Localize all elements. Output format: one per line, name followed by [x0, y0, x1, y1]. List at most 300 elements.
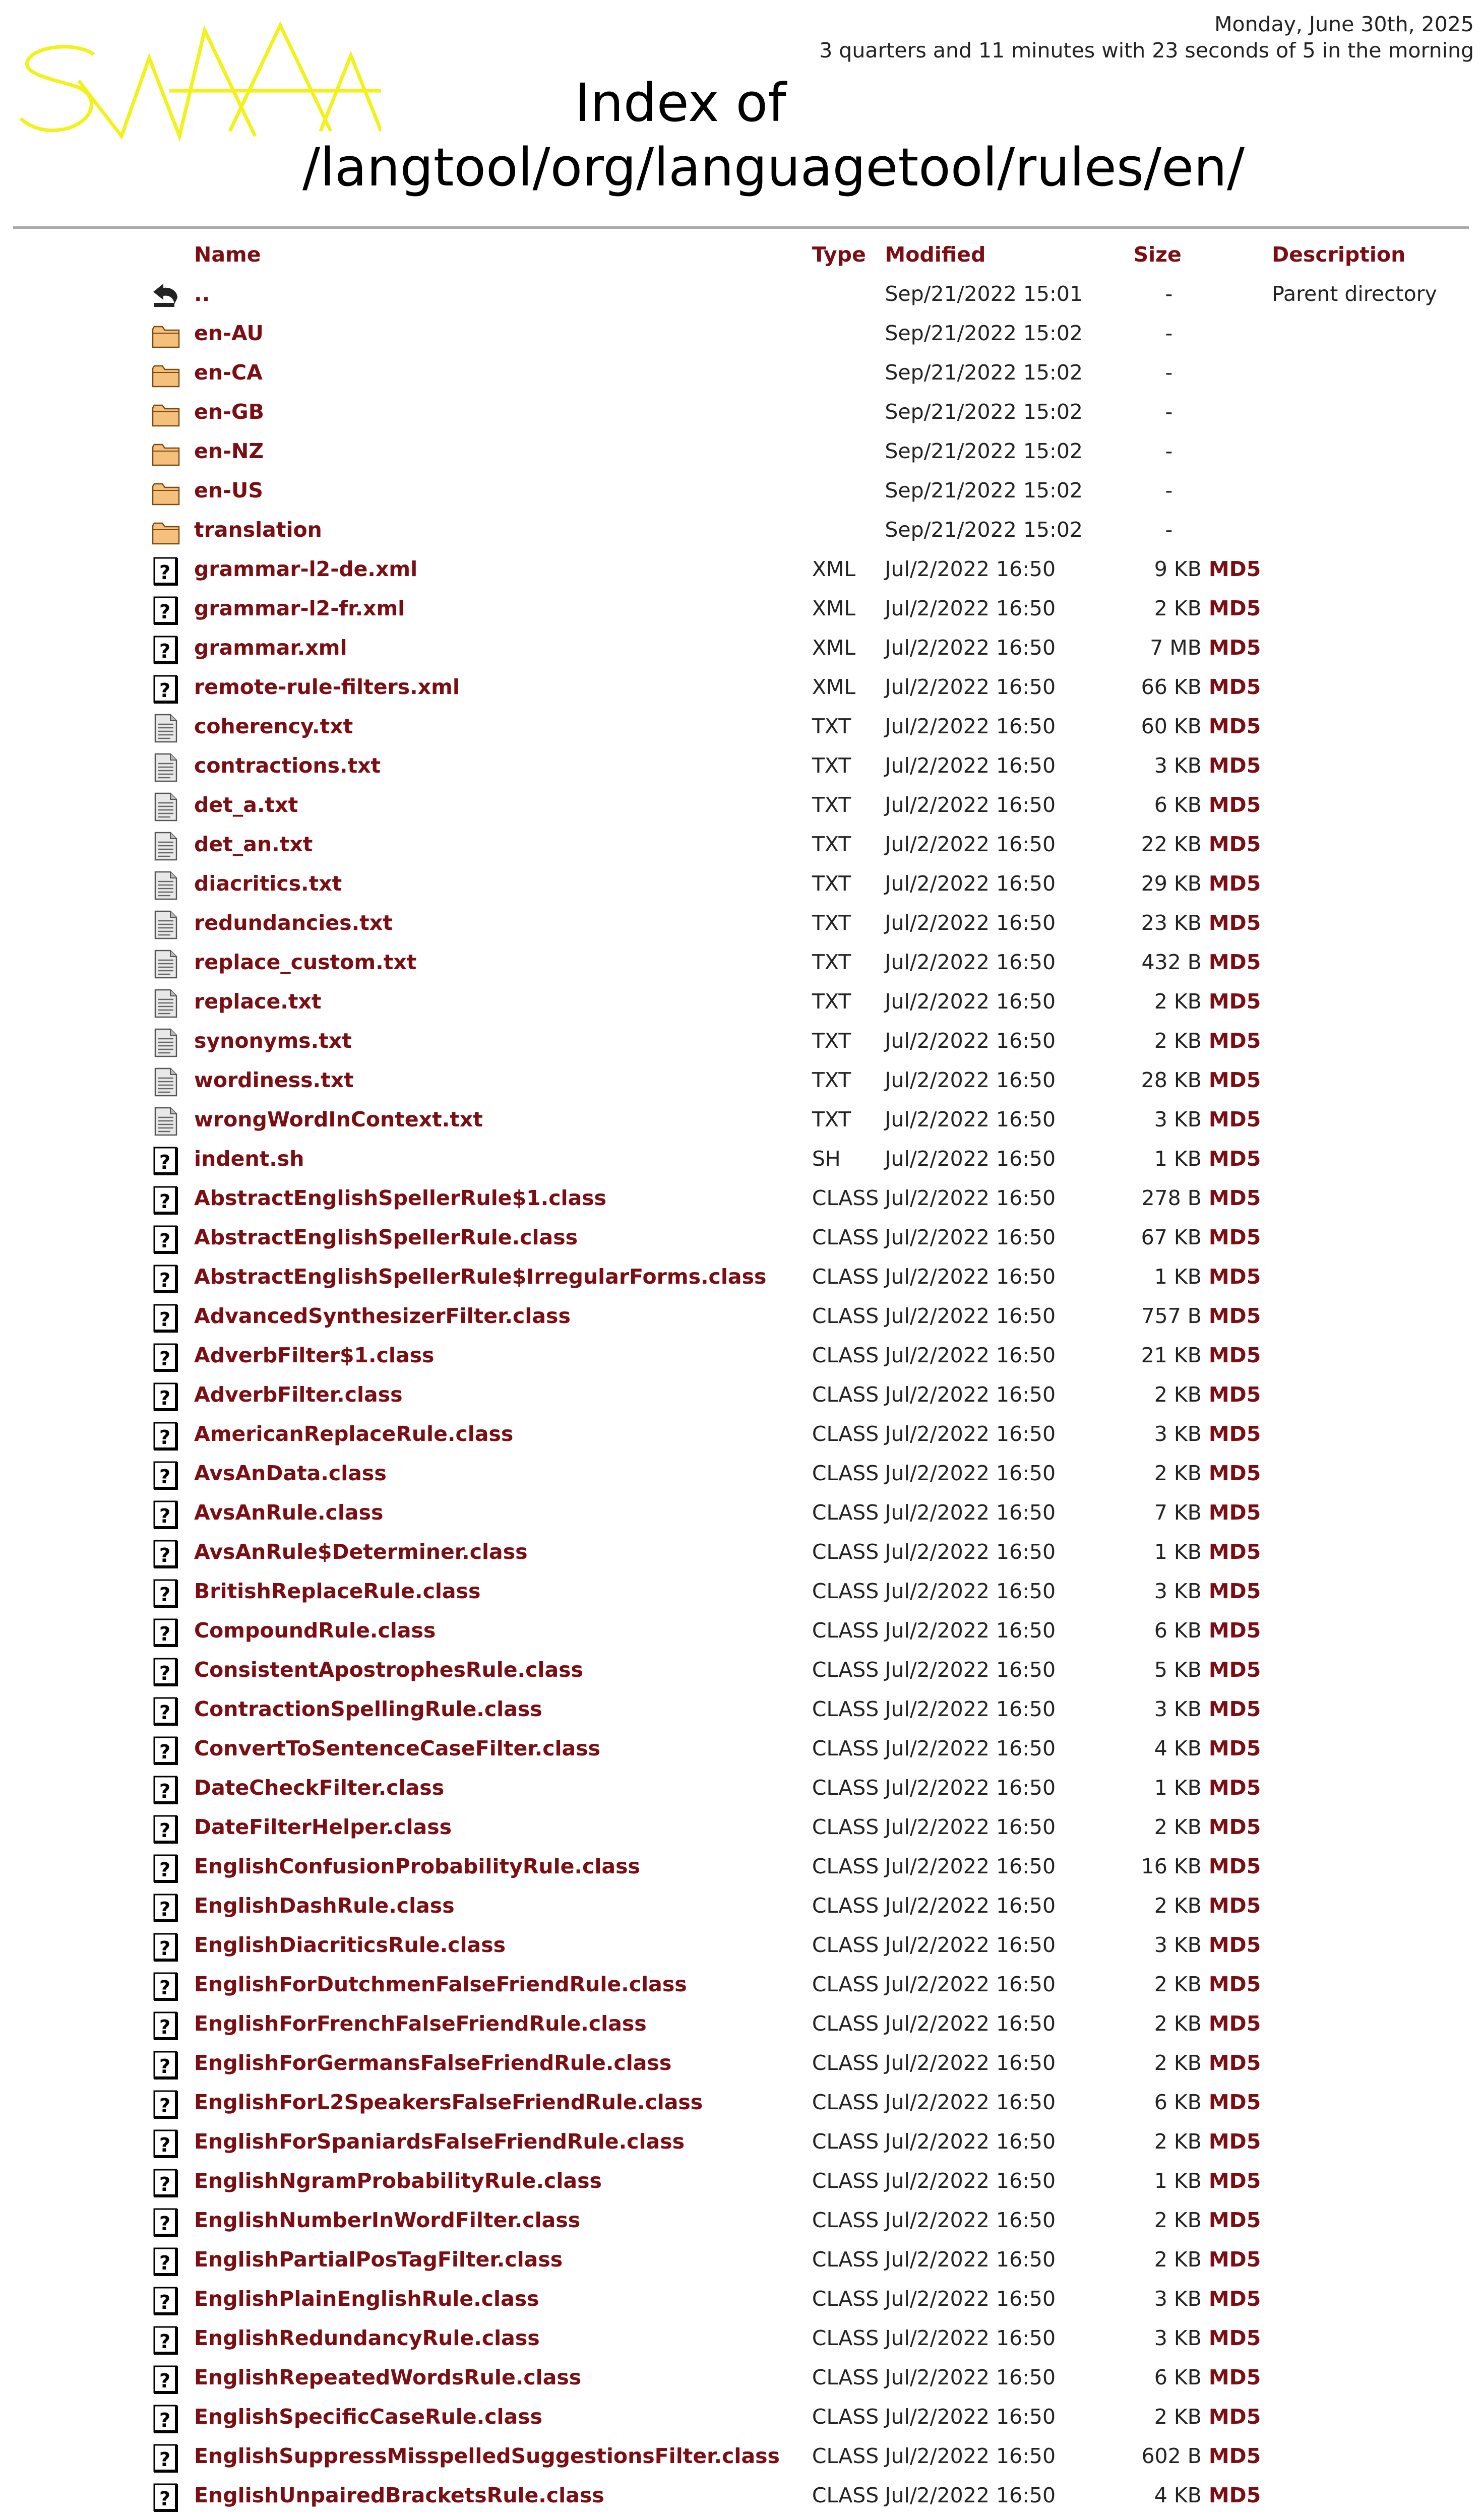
row-icon-cell [151, 2358, 194, 2397]
md5-link[interactable]: MD5 [1208, 793, 1261, 817]
page-title-path: /langtool/org/languagetool/rules/en/ [302, 137, 1245, 198]
file-size-value: 22 KB [1141, 832, 1202, 856]
row-icon-cell [151, 1729, 194, 1768]
unknown-file-icon[interactable] [151, 1342, 180, 1372]
unknown-file-icon[interactable] [151, 1814, 180, 1844]
file-description [1272, 1689, 1482, 1729]
file-size [1095, 1218, 1202, 1257]
md5-cell [1202, 1218, 1272, 1257]
file-link[interactable]: diacritics.txt [194, 871, 342, 896]
md5-link[interactable]: MD5 [1208, 1265, 1261, 1289]
file-name-cell [194, 864, 812, 903]
unknown-file-icon[interactable] [151, 2128, 180, 2159]
svg-text:?: ? [159, 1859, 171, 1881]
file-size [1095, 549, 1202, 589]
table-row [151, 510, 1482, 549]
row-icon-cell [151, 2161, 194, 2200]
file-size-value: 3 KB [1154, 2287, 1202, 2311]
file-type [812, 2515, 885, 2520]
file-link[interactable]: remote-rule-filters.xml [194, 675, 460, 699]
header-divider [13, 226, 1469, 229]
file-link[interactable]: redundancies.txt [194, 911, 393, 935]
folder-icon[interactable] [151, 438, 180, 468]
file-size [1095, 1729, 1202, 1768]
text-file-icon[interactable] [151, 752, 180, 783]
unknown-file-icon[interactable] [151, 556, 180, 586]
file-link[interactable]: grammar-l2-fr.xml [194, 596, 405, 620]
file-link[interactable]: AvsAnRule.class [194, 1500, 384, 1525]
md5-link[interactable]: MD5 [1208, 1304, 1261, 1328]
md5-link[interactable]: MD5 [1208, 596, 1261, 620]
row-icon-cell [151, 707, 194, 746]
text-file-icon[interactable] [151, 988, 180, 1019]
unknown-file-icon[interactable] [151, 595, 180, 625]
file-description [1272, 2043, 1482, 2083]
svg-text:?: ? [159, 1230, 171, 1252]
file-link[interactable]: EnglishRedundancyRule.class [194, 2326, 540, 2350]
file-size-value: 16 KB [1141, 1854, 1202, 1878]
file-size [1095, 1375, 1202, 1414]
table-row [151, 1650, 1482, 1689]
md5-link[interactable]: MD5 [1208, 1894, 1261, 1918]
file-modified: Jul/2/2022 16:50 [885, 714, 1056, 738]
file-type: CLASS [812, 2090, 879, 2114]
md5-link[interactable]: MD5 [1208, 2483, 1261, 2507]
row-icon-cell [151, 471, 194, 510]
md5-link[interactable]: MD5 [1208, 2287, 1261, 2311]
file-link[interactable]: grammar.xml [194, 636, 347, 660]
unknown-file-icon[interactable] [151, 1539, 180, 1569]
file-modified: Jul/2/2022 16:50 [885, 1854, 1056, 1878]
unknown-file-icon[interactable] [151, 1971, 180, 2001]
md5-link[interactable]: MD5 [1208, 2051, 1261, 2075]
md5-link[interactable]: MD5 [1208, 2405, 1261, 2429]
server-date: Monday, June 30th, 2025 [1214, 12, 1474, 36]
table-row [151, 353, 1482, 392]
md5-link[interactable]: MD5 [1208, 989, 1261, 1014]
unknown-file-icon[interactable] [151, 2364, 180, 2395]
unknown-file-icon[interactable] [151, 1264, 180, 1294]
file-name-cell [194, 1178, 812, 1218]
column-header-description[interactable]: Description [1272, 242, 1406, 267]
md5-cell [1202, 2043, 1272, 2083]
table-row [151, 589, 1482, 628]
file-size-value: 3 KB [1154, 1933, 1202, 1957]
unknown-file-icon[interactable] [151, 2246, 180, 2277]
file-link[interactable]: en-AU [194, 321, 264, 345]
file-link[interactable]: en-GB [194, 400, 264, 424]
md5-link[interactable]: MD5 [1208, 1658, 1261, 1682]
md5-link[interactable]: MD5 [1208, 753, 1261, 778]
file-link[interactable]: AmericanReplaceRule.class [194, 1422, 514, 1446]
text-file-icon[interactable] [151, 792, 180, 822]
file-size-value: 3 KB [1154, 1697, 1202, 1721]
unknown-file-icon[interactable] [151, 1617, 180, 1648]
file-size [1095, 1925, 1202, 1965]
file-link[interactable]: AdverbFilter$1.class [194, 1343, 435, 1367]
table-row [151, 1021, 1482, 1060]
file-link[interactable]: EnglishForDutchmenFalseFriendRule.class [194, 1972, 687, 1996]
file-size-value: 602 B [1141, 2444, 1202, 2468]
file-link[interactable]: EnglishForSpaniardsFalseFriendRule.class [194, 2129, 685, 2154]
md5-link[interactable]: MD5 [1208, 1854, 1261, 1878]
md5-link[interactable]: MD5 [1208, 2247, 1261, 2272]
file-link[interactable]: DateFilterHelper.class [194, 1815, 452, 1839]
column-header-modified[interactable]: Modified [885, 242, 986, 267]
column-header-name[interactable]: Name [194, 242, 261, 267]
unknown-file-icon[interactable] [151, 1460, 180, 1490]
file-size [1095, 1493, 1202, 1532]
file-link[interactable]: CompoundRule.class [194, 1618, 436, 1643]
file-link[interactable]: indent.sh [194, 1147, 304, 1171]
file-size [1095, 2318, 1202, 2358]
md5-link[interactable]: MD5 [1208, 1147, 1261, 1171]
file-link[interactable]: AdvancedSynthesizerFilter.class [194, 1304, 571, 1328]
unknown-file-icon[interactable] [151, 2404, 180, 2434]
md5-link[interactable]: MD5 [1208, 1933, 1261, 1957]
file-link[interactable]: ConsistentApostrophesRule.class [194, 1658, 583, 1682]
unknown-file-icon[interactable] [151, 1853, 180, 1883]
file-link[interactable]: EnglishNumberInWordFilter.class [194, 2208, 581, 2232]
file-type: CLASS [812, 1815, 879, 1839]
row-icon-cell [151, 1336, 194, 1375]
file-link[interactable]: AbstractEnglishSpellerRule$IrregularForms.class [194, 1265, 767, 1289]
md5-link[interactable]: MD5 [1208, 1776, 1261, 1800]
file-size-value: 3 KB [1154, 1107, 1202, 1131]
file-type: CLASS [812, 2169, 879, 2193]
file-link[interactable]: EnglishPartialPosTagFilter.class [194, 2247, 563, 2272]
md5-link[interactable]: MD5 [1208, 1343, 1261, 1367]
unknown-file-icon[interactable] [151, 1146, 180, 1176]
row-icon-cell [151, 667, 194, 707]
md5-column-header [1202, 235, 1272, 274]
file-description [1272, 1965, 1482, 2004]
text-file-icon[interactable] [151, 1028, 180, 1058]
md5-link[interactable]: MD5 [1208, 2365, 1261, 2389]
file-link[interactable]: EnglishSpecificCaseRule.class [194, 2405, 543, 2429]
md5-link[interactable]: MD5 [1208, 2444, 1261, 2468]
file-modified [885, 2515, 1095, 2520]
file-name-cell [194, 353, 812, 392]
file-modified: Jul/2/2022 16:50 [885, 1618, 1056, 1643]
unknown-file-icon[interactable] [151, 635, 180, 665]
file-name-cell [194, 2161, 812, 2200]
unknown-file-icon[interactable] [151, 1696, 180, 1726]
file-link[interactable]: replace_custom.txt [194, 950, 417, 974]
file-size [1095, 628, 1202, 667]
file-link[interactable]: AbstractEnglishSpellerRule.class [194, 1225, 578, 1249]
table-row [151, 2515, 1482, 2520]
svg-text:?: ? [159, 2409, 171, 2431]
file-link[interactable]: EnglishDashRule.class [194, 1894, 455, 1918]
file-name-cell [194, 707, 812, 746]
md5-link[interactable]: MD5 [1208, 1225, 1261, 1249]
file-description [1272, 1218, 1482, 1257]
row-icon-cell [151, 942, 194, 982]
column-header-type[interactable]: Type [812, 242, 866, 267]
table-row [151, 1847, 1482, 1886]
unknown-file-icon[interactable] [151, 2443, 180, 2473]
row-icon-cell [151, 1454, 194, 1493]
table-row [151, 1375, 1482, 1414]
text-file-icon[interactable] [151, 713, 180, 743]
file-link[interactable]: EnglishForL2SpeakersFalseFriendRule.class [194, 2090, 703, 2114]
file-name-cell [194, 1532, 812, 1571]
md5-link[interactable]: MD5 [1208, 557, 1261, 581]
file-link[interactable]: grammar-l2-de.xml [194, 557, 418, 581]
folder-icon[interactable] [151, 399, 180, 429]
file-size-value: 6 KB [1154, 2365, 1202, 2389]
file-link[interactable]: .. [194, 282, 210, 306]
file-modified: Jul/2/2022 16:50 [885, 1265, 1056, 1289]
file-name-cell [194, 1729, 812, 1768]
file-modified: Jul/2/2022 16:50 [885, 2365, 1056, 2389]
unknown-file-icon[interactable] [151, 674, 180, 704]
file-link[interactable]: EnglishRepeatedWordsRule.class [194, 2365, 582, 2389]
file-description [1272, 1886, 1482, 1925]
table-row [151, 1729, 1482, 1768]
unknown-file-icon[interactable] [151, 1381, 180, 1412]
file-modified: Jul/2/2022 16:50 [885, 1736, 1056, 1760]
unknown-file-icon[interactable] [151, 2010, 180, 2041]
text-file-icon[interactable] [151, 910, 180, 940]
file-link[interactable]: EnglishPlainEnglishRule.class [194, 2287, 539, 2311]
md5-link[interactable]: MD5 [1208, 1029, 1261, 1053]
file-type: CLASS [812, 1186, 879, 1210]
unknown-file-icon[interactable] [151, 2089, 180, 2119]
md5-link[interactable]: MD5 [1208, 1461, 1261, 1485]
file-size-value: 432 B [1141, 950, 1202, 974]
file-size [1095, 2200, 1202, 2240]
file-size-value: - [1165, 400, 1173, 424]
svg-text:?: ? [159, 1662, 171, 1684]
file-type: CLASS [812, 1500, 879, 1525]
md5-link[interactable]: MD5 [1208, 1068, 1261, 1092]
md5-cell [1202, 1689, 1272, 1729]
file-link[interactable]: coherency.txt [194, 714, 353, 738]
file-size [1095, 707, 1202, 746]
file-link[interactable]: AvsAnData.class [194, 1461, 387, 1485]
file-description [1272, 431, 1482, 471]
file-size [1095, 1454, 1202, 1493]
file-link[interactable]: translation [194, 518, 322, 542]
svg-text:?: ? [159, 1741, 171, 1763]
unknown-file-icon[interactable] [151, 1893, 180, 1923]
file-type [812, 471, 885, 510]
file-link[interactable]: wordiness.txt [194, 1068, 354, 1092]
md5-link[interactable]: MD5 [1208, 2208, 1261, 2232]
md5-link[interactable]: MD5 [1208, 1579, 1261, 1603]
file-name-cell [194, 1296, 812, 1336]
file-modified: Jul/2/2022 16:50 [885, 2051, 1056, 2075]
file-type: CLASS [812, 1894, 879, 1918]
unknown-file-icon[interactable] [151, 1932, 180, 1962]
md5-link[interactable]: MD5 [1208, 1618, 1261, 1643]
unknown-file-icon[interactable] [151, 1303, 180, 1333]
back-arrow-icon[interactable] [151, 281, 180, 311]
file-modified: Jul/2/2022 16:50 [885, 1776, 1056, 1800]
file-description [1272, 1296, 1482, 1336]
unknown-file-icon[interactable] [151, 1657, 180, 1687]
md5-link[interactable]: MD5 [1208, 1697, 1261, 1721]
md5-link[interactable]: MD5 [1208, 1972, 1261, 1996]
text-file-icon[interactable] [151, 870, 180, 901]
md5-link[interactable]: MD5 [1208, 2326, 1261, 2350]
file-link[interactable]: EnglishForFrenchFalseFriendRule.class [194, 2011, 647, 2036]
file-link[interactable]: EnglishSuppressMisspelledSuggestionsFilter.class [194, 2444, 780, 2468]
file-modified: Jul/2/2022 16:50 [885, 1815, 1056, 1839]
file-modified: Jul/2/2022 16:50 [885, 753, 1056, 778]
folder-icon[interactable] [151, 517, 180, 547]
file-modified: Jul/2/2022 16:50 [885, 557, 1056, 581]
md5-link[interactable]: MD5 [1208, 1540, 1261, 1564]
file-link[interactable]: wrongWordInContext.txt [194, 1107, 483, 1131]
unknown-file-icon[interactable] [151, 2325, 180, 2355]
md5-cell [1202, 471, 1272, 510]
unknown-file-icon[interactable] [151, 2207, 180, 2237]
table-row [151, 982, 1482, 1021]
unknown-file-icon[interactable] [151, 1421, 180, 1451]
md5-cell [1202, 982, 1272, 1021]
column-header-size[interactable]: Size [1133, 242, 1182, 267]
unknown-file-icon[interactable] [151, 1185, 180, 1215]
file-link[interactable]: det_an.txt [194, 832, 313, 856]
svg-text:?: ? [159, 1308, 171, 1331]
file-modified: Jul/2/2022 16:50 [885, 2011, 1056, 2036]
unknown-file-icon[interactable] [151, 2286, 180, 2316]
md5-cell [1202, 1021, 1272, 1060]
file-link[interactable]: AvsAnRule$Determiner.class [194, 1540, 528, 1564]
unknown-file-icon[interactable] [151, 2168, 180, 2198]
md5-link[interactable]: MD5 [1208, 714, 1261, 738]
row-icon-cell [151, 1807, 194, 1847]
file-description [1272, 589, 1482, 628]
md5-link[interactable]: MD5 [1208, 1186, 1261, 1210]
unknown-file-icon[interactable] [151, 1224, 180, 1254]
file-link[interactable]: EnglishConfusionProbabilityRule.class [194, 1854, 640, 1878]
unknown-file-icon[interactable] [151, 2482, 180, 2512]
md5-cell [1202, 1965, 1272, 2004]
file-link[interactable]: replace.txt [194, 989, 322, 1014]
md5-link[interactable]: MD5 [1208, 871, 1261, 896]
folder-icon[interactable] [151, 477, 180, 508]
row-icon-cell [151, 864, 194, 903]
file-description [1272, 1454, 1482, 1493]
unknown-file-icon[interactable] [151, 1499, 180, 1530]
file-link[interactable]: synonyms.txt [194, 1029, 352, 1053]
file-link[interactable]: EnglishDiacriticsRule.class [194, 1933, 506, 1957]
file-link[interactable]: EnglishUnpairedBracketsRule.class [194, 2483, 604, 2507]
file-link[interactable]: EnglishNgramProbabilityRule.class [194, 2169, 602, 2193]
file-size [1095, 825, 1202, 864]
file-link[interactable]: ConvertToSentenceCaseFilter.class [194, 1736, 601, 1760]
file-link[interactable]: det_a.txt [194, 793, 298, 817]
file-type: CLASS [812, 1697, 879, 1721]
md5-link[interactable]: MD5 [1208, 2129, 1261, 2154]
unknown-file-icon[interactable] [151, 1578, 180, 1608]
md5-cell [1202, 1100, 1272, 1139]
file-link[interactable]: AbstractEnglishSpellerRule$1.class [194, 1186, 607, 1210]
file-name-cell [194, 1060, 812, 1100]
md5-cell [1202, 313, 1272, 353]
file-link[interactable]: AdverbFilter.class [194, 1382, 403, 1407]
table-row [151, 1689, 1482, 1729]
file-size-value: 21 KB [1141, 1343, 1202, 1367]
md5-link[interactable]: MD5 [1208, 1815, 1261, 1839]
md5-link[interactable]: MD5 [1208, 2090, 1261, 2114]
folder-icon[interactable] [151, 359, 180, 390]
file-link[interactable]: EnglishForGermansFalseFriendRule.class [194, 2051, 672, 2075]
file-modified: Jul/2/2022 16:50 [885, 2405, 1056, 2429]
md5-link[interactable]: MD5 [1208, 1736, 1261, 1760]
folder-icon[interactable] [151, 320, 180, 350]
file-link[interactable]: BritishReplaceRule.class [194, 1579, 481, 1603]
file-size [1095, 313, 1202, 353]
file-size [1095, 2515, 1202, 2520]
text-file-icon[interactable] [151, 831, 180, 861]
md5-link[interactable]: MD5 [1208, 636, 1261, 660]
file-size-value: 1 KB [1154, 1776, 1202, 1800]
md5-link[interactable]: MD5 [1208, 911, 1261, 935]
unknown-file-icon[interactable] [151, 1775, 180, 1805]
table-row [151, 1611, 1482, 1650]
file-link[interactable]: contractions.txt [194, 753, 381, 778]
row-icon-cell [151, 1886, 194, 1925]
unknown-file-icon[interactable] [151, 2050, 180, 2080]
md5-link[interactable]: MD5 [1208, 1107, 1261, 1131]
file-link[interactable]: en-NZ [194, 439, 264, 463]
md5-cell [1202, 431, 1272, 471]
file-modified: Jul/2/2022 16:50 [885, 1500, 1056, 1525]
file-size-value: 4 KB [1154, 1736, 1202, 1760]
svg-text:?: ? [159, 2213, 171, 2235]
file-description [1272, 2122, 1482, 2161]
row-icon-cell [151, 1218, 194, 1257]
file-modified: Sep/21/2022 15:02 [885, 360, 1083, 385]
file-description [1272, 1807, 1482, 1847]
file-link[interactable]: en-CA [194, 360, 263, 385]
text-file-icon[interactable] [151, 1067, 180, 1097]
file-size [1095, 903, 1202, 942]
file-modified: Jul/2/2022 16:50 [885, 1540, 1056, 1564]
file-size-value: 60 KB [1141, 714, 1202, 738]
md5-link[interactable]: MD5 [1208, 2169, 1261, 2193]
row-icon-cell [151, 1257, 194, 1296]
text-file-icon[interactable] [151, 949, 180, 979]
md5-link[interactable]: MD5 [1208, 1500, 1261, 1525]
md5-link[interactable]: MD5 [1208, 1382, 1261, 1407]
row-icon-cell [151, 431, 194, 471]
md5-link[interactable]: MD5 [1208, 832, 1261, 856]
svg-text:?: ? [159, 2095, 171, 2117]
file-description [1272, 942, 1482, 982]
md5-link[interactable]: MD5 [1208, 1422, 1261, 1446]
md5-link[interactable]: MD5 [1208, 950, 1261, 974]
file-size [1095, 1847, 1202, 1886]
md5-link[interactable]: MD5 [1208, 675, 1261, 699]
file-name-cell [194, 431, 812, 471]
text-file-icon[interactable] [151, 1106, 180, 1137]
file-link[interactable]: ContractionSpellingRule.class [194, 1697, 542, 1721]
unknown-file-icon[interactable] [151, 1735, 180, 1766]
file-link[interactable]: DateCheckFilter.class [194, 1776, 445, 1800]
file-size [1095, 1060, 1202, 1100]
md5-cell [1202, 1847, 1272, 1886]
svg-text:?: ? [159, 2330, 171, 2353]
md5-cell [1202, 942, 1272, 982]
md5-link[interactable]: MD5 [1208, 2011, 1261, 2036]
file-link[interactable]: en-US [194, 478, 263, 502]
